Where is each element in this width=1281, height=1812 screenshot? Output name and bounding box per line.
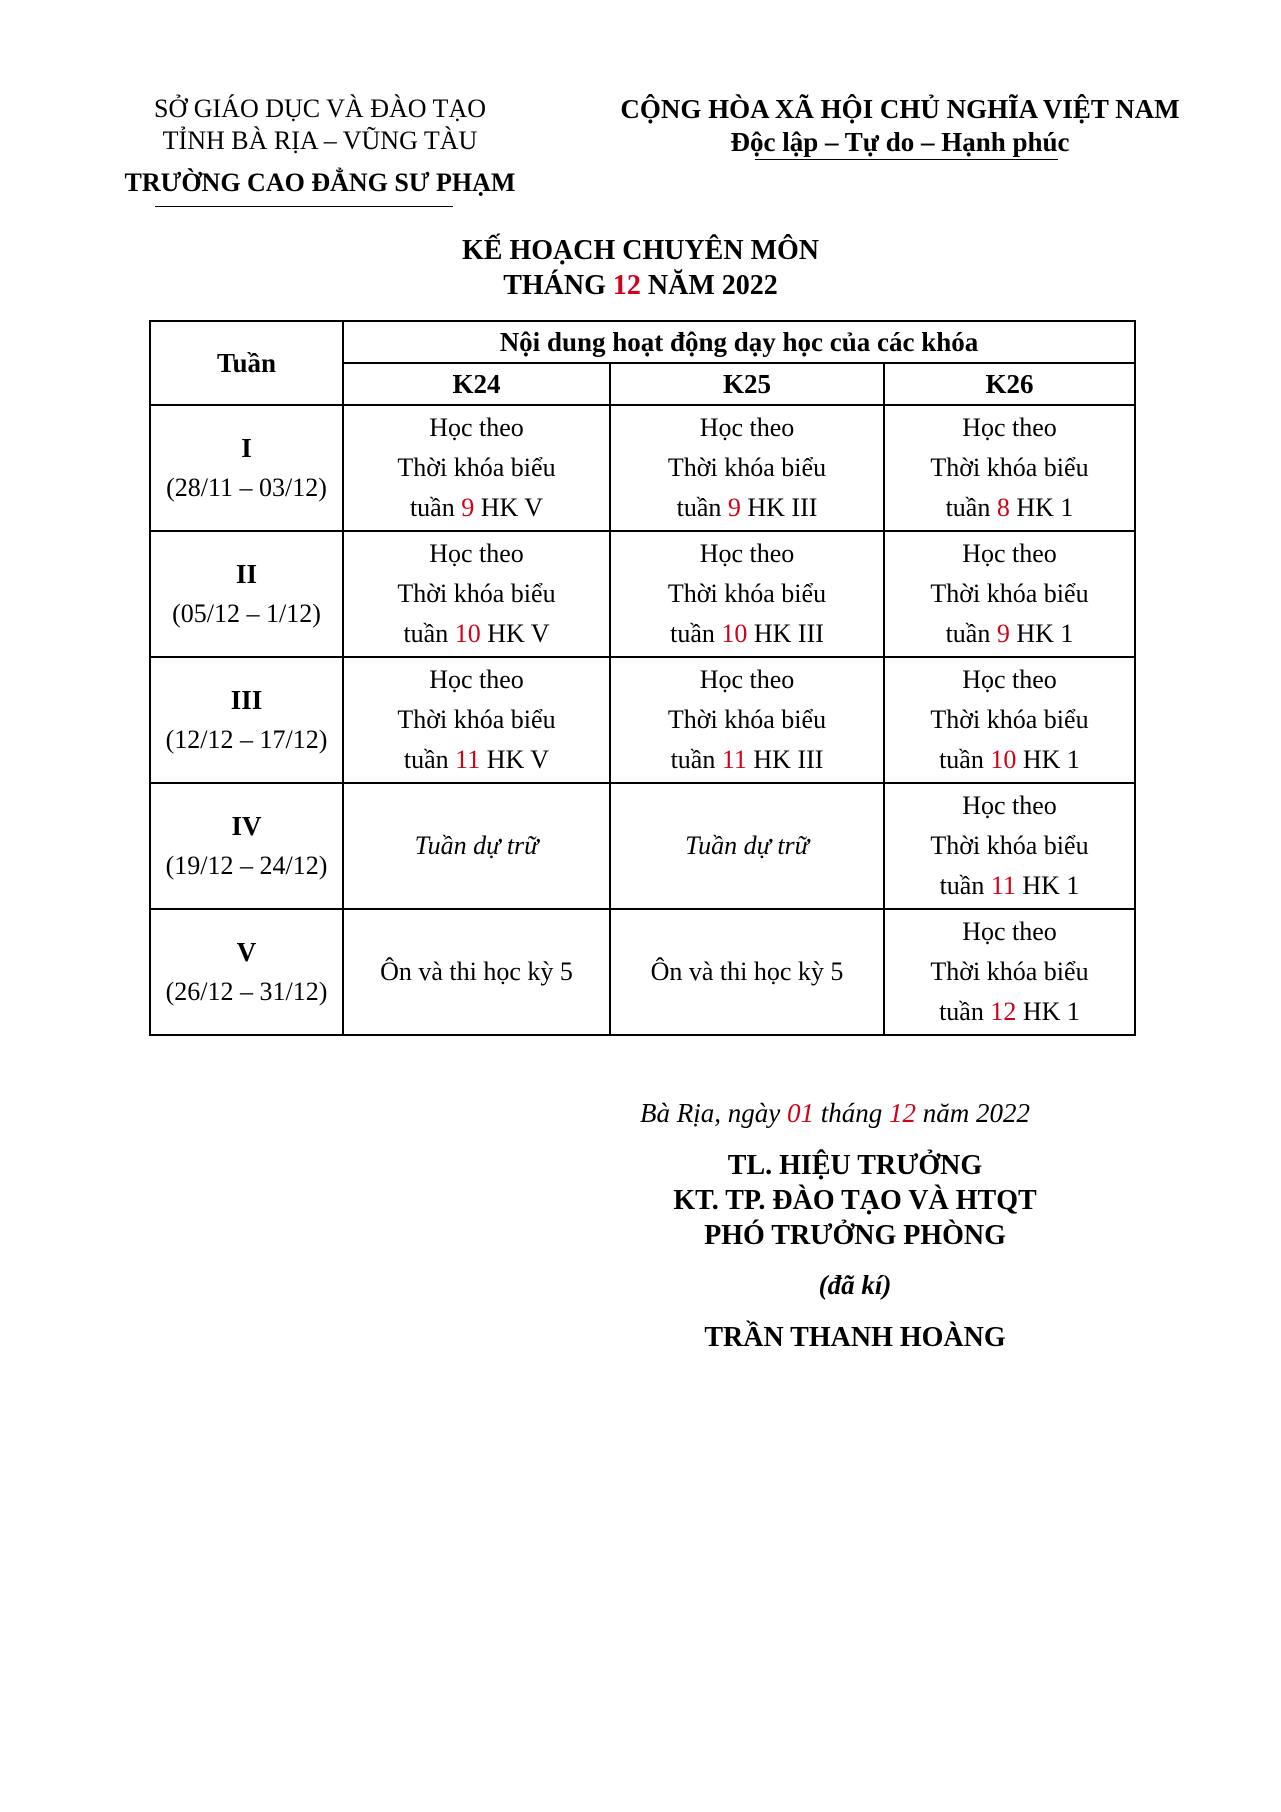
k25-exam-cell: Ôn và thi học kỳ 5 <box>610 909 884 1035</box>
national-name: CỘNG HÒA XÃ HỘI CHỦ NGHĨA VIỆT NAM <box>620 94 1180 124</box>
study-line-3 <box>344 740 609 780</box>
week-range: (19/12 – 24/12) <box>165 851 328 880</box>
week-range: (05/12 – 1/12) <box>172 599 321 628</box>
k26-cell <box>884 909 1135 1035</box>
week-word: tuần <box>676 493 728 522</box>
signer-name: TRẦN THANH HOÀNG <box>704 1322 1006 1353</box>
week-number: 10 <box>990 745 1017 774</box>
term-label: HK 1 <box>1016 997 1080 1026</box>
week-roman: IV <box>231 811 262 841</box>
table-row <box>150 657 1135 783</box>
study-line-2: Thời khóa biểu <box>667 705 827 734</box>
table-row <box>150 909 1135 1035</box>
date-line <box>640 1098 1030 1129</box>
agency-header <box>100 93 540 199</box>
study-line-2: Thời khóa biểu <box>930 579 1089 608</box>
study-line-1: Học theo <box>962 413 1057 442</box>
study-line-2: Thời khóa biểu <box>930 705 1089 734</box>
week-number: 10 <box>454 619 481 648</box>
col-k26-header: K26 <box>884 363 1135 405</box>
week-number: 9 <box>461 493 475 522</box>
week-word: tuần <box>403 619 455 648</box>
date-prefix: Bà Rịa, ngày <box>640 1098 787 1128</box>
title-month-suffix: NĂM 2022 <box>640 270 778 301</box>
k25-cell <box>610 531 884 657</box>
title-month: 12 <box>612 270 641 301</box>
signature-titles <box>600 1148 1110 1253</box>
study-line-3 <box>344 488 609 528</box>
term-label: HK III <box>740 493 818 522</box>
study-line-1: Học theo <box>962 539 1057 568</box>
week-number: 9 <box>996 619 1010 648</box>
study-line-2: Thời khóa biểu <box>930 957 1089 986</box>
term-label: HK III <box>746 745 824 774</box>
study-line-1: Học theo <box>699 413 795 442</box>
week-range: (12/12 – 17/12) <box>165 725 328 754</box>
term-label: HK 1 <box>1016 745 1080 774</box>
study-line-3 <box>344 614 609 654</box>
week-roman: V <box>236 937 257 967</box>
week-number: 11 <box>990 871 1016 900</box>
title-line-1: KẾ HOẠCH CHUYÊN MÔN <box>462 235 819 266</box>
week-number: 11 <box>721 745 747 774</box>
week-number: 10 <box>721 619 748 648</box>
school-underline <box>155 206 453 207</box>
week-roman: III <box>230 685 263 715</box>
study-line-2: Thời khóa biểu <box>397 453 556 482</box>
motto-underline <box>755 159 1058 160</box>
table-row <box>150 531 1135 657</box>
study-line-3 <box>611 740 883 780</box>
k24-cell <box>343 531 610 657</box>
study-line-1: Học theo <box>699 665 795 694</box>
week-cell <box>150 531 343 657</box>
term-label: HK V <box>474 493 544 522</box>
table-row <box>150 405 1135 531</box>
week-cell <box>150 909 343 1035</box>
national-motto: Độc lập – Tự do – Hạnh phúc <box>730 127 1070 157</box>
k25-reserve-cell: Tuần dự trữ <box>610 783 884 909</box>
national-header <box>590 93 1210 159</box>
term-label: HK 1 <box>1015 871 1080 900</box>
term-label: HK V <box>480 745 550 774</box>
agency-line-1: SỞ GIÁO DỤC VÀ ĐÀO TẠO <box>154 94 486 123</box>
agency-line-2: TỈNH BÀ RỊA – VŨNG TÀU <box>162 126 478 155</box>
study-line-2: Thời khóa biểu <box>930 453 1089 482</box>
term-label: HK 1 <box>1009 619 1074 648</box>
date-year: năm 2022 <box>916 1098 1030 1128</box>
week-roman: I <box>241 433 252 463</box>
study-line-3 <box>885 488 1134 528</box>
week-number: 8 <box>996 493 1010 522</box>
term-label: HK 1 <box>1009 493 1074 522</box>
study-line-1: Học theo <box>962 665 1057 694</box>
plan-table <box>149 320 1136 1036</box>
col-k25-header: K25 <box>610 363 884 405</box>
study-line-1: Học theo <box>962 917 1057 946</box>
k24-cell <box>343 405 610 531</box>
study-line-2: Thời khóa biểu <box>397 579 556 608</box>
date-day: 01 <box>786 1098 814 1128</box>
week-range: (26/12 – 31/12) <box>165 977 328 1006</box>
week-number: 9 <box>727 493 741 522</box>
week-cell <box>150 657 343 783</box>
k25-cell <box>610 657 884 783</box>
study-line-1: Học theo <box>429 665 524 694</box>
signature-line-3: PHÓ TRƯỞNG PHÒNG <box>704 1220 1006 1251</box>
study-line-2: Thời khóa biểu <box>667 453 827 482</box>
week-word: tuần <box>670 619 722 648</box>
study-line-3 <box>611 614 883 654</box>
k26-cell <box>884 783 1135 909</box>
term-label: HK V <box>480 619 550 648</box>
k25-cell <box>610 405 884 531</box>
study-line-2: Thời khóa biểu <box>397 705 556 734</box>
table-row <box>150 783 1135 909</box>
study-line-1: Học theo <box>429 413 524 442</box>
week-word: tuần <box>945 619 997 648</box>
week-roman: II <box>235 559 257 589</box>
week-word: tuần <box>939 997 991 1026</box>
study-line-3 <box>885 740 1134 780</box>
week-word: tuần <box>939 871 991 900</box>
date-month: 12 <box>889 1098 916 1128</box>
document-title <box>0 233 1281 303</box>
study-line-3 <box>611 488 883 528</box>
study-line-1: Học theo <box>962 791 1057 820</box>
signed-note: (đã kí) <box>818 1270 892 1300</box>
week-range: (28/11 – 03/12) <box>166 473 327 502</box>
title-month-prefix: THÁNG <box>503 270 613 301</box>
study-line-3 <box>885 614 1134 654</box>
title-line-2 <box>0 268 1281 303</box>
col-k24-header: K24 <box>343 363 610 405</box>
study-line-3 <box>885 992 1134 1032</box>
study-line-1: Học theo <box>429 539 524 568</box>
week-word: tuần <box>945 493 997 522</box>
k26-cell <box>884 531 1135 657</box>
k26-cell <box>884 657 1135 783</box>
k24-cell <box>343 657 610 783</box>
week-number: 11 <box>455 745 481 774</box>
signature-line-2: KT. TP. ĐÀO TẠO VÀ HTQT <box>673 1185 1037 1216</box>
table-header-row <box>150 321 1135 363</box>
k24-exam-cell: Ôn và thi học kỳ 5 <box>343 909 610 1035</box>
school-name: TRƯỜNG CAO ĐẲNG SƯ PHẠM <box>124 168 516 197</box>
study-line-2: Thời khóa biểu <box>667 579 827 608</box>
week-number: 12 <box>990 997 1017 1026</box>
week-word: tuần <box>939 745 991 774</box>
week-word: tuần <box>409 493 462 522</box>
study-line-2: Thời khóa biểu <box>930 831 1089 860</box>
week-cell <box>150 783 343 909</box>
week-header: Tuần <box>150 321 343 405</box>
k26-cell <box>884 405 1135 531</box>
week-word: tuần <box>670 745 722 774</box>
term-label: HK III <box>747 619 824 648</box>
k24-reserve-cell: Tuần dự trữ <box>343 783 610 909</box>
week-word: tuần <box>403 745 456 774</box>
week-cell <box>150 405 343 531</box>
group-header: Nội dung hoạt động dạy học của các khóa <box>343 321 1135 363</box>
study-line-3 <box>885 866 1134 906</box>
signature-line-1: TL. HIỆU TRƯỞNG <box>727 1150 983 1181</box>
date-month-word: tháng <box>813 1098 889 1128</box>
study-line-1: Học theo <box>699 539 795 568</box>
